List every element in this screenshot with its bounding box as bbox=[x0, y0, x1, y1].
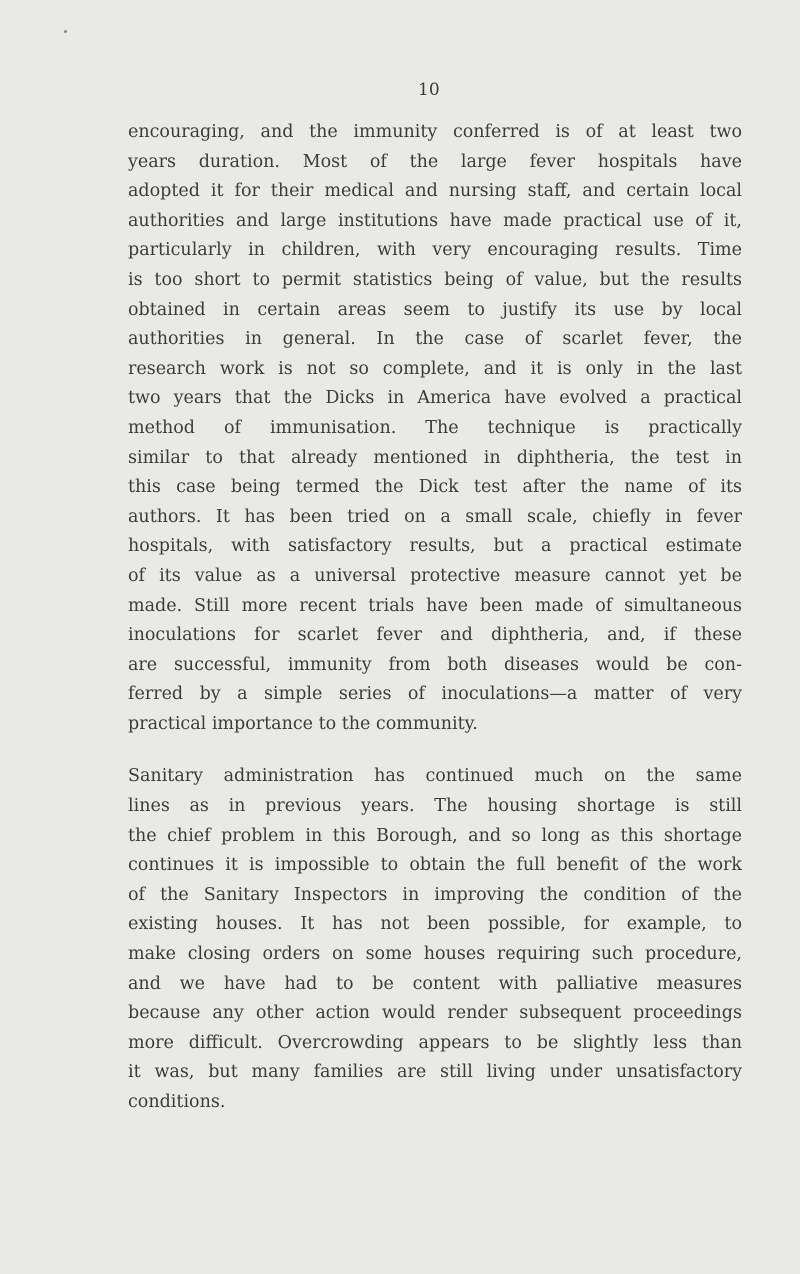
paragraph-sanitary-administration bbox=[128, 762, 742, 1117]
page-number: 10 bbox=[418, 80, 440, 100]
text-line: similar to that already mentioned in diphtheria, the test in bbox=[128, 447, 742, 468]
text-line: is too short to permit statistics being of value, but the results bbox=[128, 269, 742, 290]
text-line: lines as in previous years. The housing shortage is still bbox=[128, 796, 742, 817]
text-line: hospitals, with satisfactory results, but a practical estimate bbox=[128, 536, 742, 557]
text-line: authors. It has been tried on a small scale, chiefly in fever bbox=[128, 506, 742, 527]
text-line: it was, but many families are still living under unsatisfactory bbox=[128, 1062, 742, 1083]
text-line: because any other action would render subsequent proceedings bbox=[128, 1003, 742, 1024]
text-line: particularly in children, with very encouraging results. Time bbox=[128, 240, 742, 261]
text-line: years duration. Most of the large fever hospitals have bbox=[128, 151, 742, 172]
paragraph-immunisation bbox=[128, 118, 742, 739]
text-line: made. Still more recent trials have been made of simultaneous bbox=[128, 595, 742, 616]
text-line: this case being termed the Dick test after the name of its bbox=[128, 477, 742, 498]
text-line: practical importance to the community. bbox=[128, 713, 478, 734]
text-line: are successful, immunity from both diseases would be con- bbox=[128, 654, 742, 675]
text-line: ferred by a simple series of inoculations—a matter of very bbox=[128, 684, 742, 705]
text-line: more difficult. Overcrowding appears to be slightly less than bbox=[128, 1032, 742, 1053]
text-line: existing houses. It has not been possible, for example, to bbox=[128, 914, 742, 935]
text-line: Sanitary administration has continued much on the same bbox=[128, 766, 742, 787]
text-line: make closing orders on some houses requiring such procedure, bbox=[128, 944, 742, 965]
text-line: obtained in certain areas seem to justify its use by local bbox=[128, 299, 742, 320]
text-line: conditions. bbox=[128, 1092, 226, 1112]
text-line: research work is not so complete, and it is only in the last bbox=[128, 358, 742, 379]
body-text bbox=[128, 118, 742, 1118]
text-line: two years that the Dicks in America have evolved a practical bbox=[128, 388, 742, 409]
paper-speck bbox=[64, 30, 67, 33]
text-line: authorities in general. In the case of scarlet fever, the bbox=[128, 329, 742, 350]
text-line: inoculations for scarlet fever and diphtheria, and, if these bbox=[128, 625, 742, 646]
text-line: method of immunisation. The technique is practically bbox=[128, 417, 742, 438]
text-line: adopted it for their medical and nursing staff, and certain local bbox=[128, 181, 742, 202]
text-line: authorities and large institutions have made practical use of it, bbox=[128, 210, 742, 231]
text-line: of its value as a universal protective measure cannot yet be bbox=[128, 565, 742, 586]
text-line: encouraging, and the immunity conferred is of at least two bbox=[128, 122, 742, 142]
text-line: the chief problem in this Borough, and so long as this shortage bbox=[128, 825, 742, 846]
text-line: of the Sanitary Inspectors in improving the condition of the bbox=[128, 884, 742, 905]
text-line: and we have had to be content with palliative measures bbox=[128, 973, 742, 994]
text-line: continues it is impossible to obtain the full benefit of the work bbox=[128, 855, 742, 876]
